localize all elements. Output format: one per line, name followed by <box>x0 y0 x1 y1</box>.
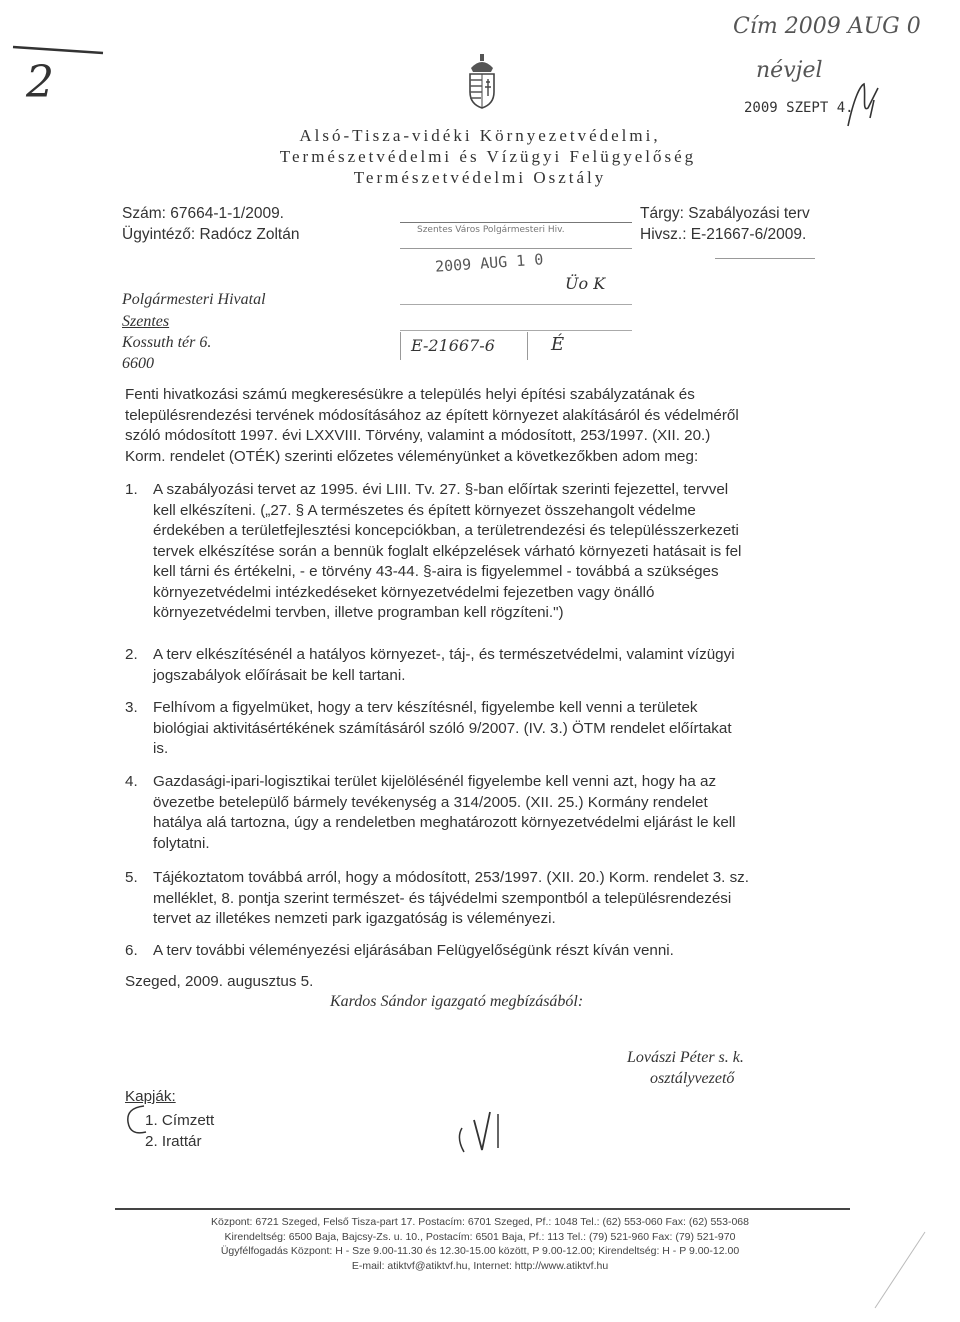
list-item-line: folytatni. <box>153 834 210 852</box>
list-item-number: 6. <box>125 942 138 959</box>
addressee-city: Szentes <box>122 313 170 330</box>
list-item-number: 3. <box>125 699 138 716</box>
reference-number: Szám: 67664-1-1/2009. <box>122 205 284 222</box>
scan-artifact <box>870 1230 930 1315</box>
list-item-line: tervet az illetékes nemzeti park igazgatóság is véleményezi. <box>153 910 556 927</box>
list-item-line: kell elkészíteni. („27. § A természetes és épített környezet összehangolt védelme <box>153 501 696 519</box>
coat-of-arms-emblem <box>465 52 499 115</box>
addressee-name: Polgármesteri Hivatal <box>122 291 266 308</box>
stamp-code: Üo K <box>565 274 606 293</box>
list-item-line: biológiai aktivitásértékének számításáról szóló 9/2007. (IV. 3.) ÖTM rendelet előírtakat <box>153 719 732 737</box>
received-date-stamp: 2009 SZEPT 4. <box>744 100 854 116</box>
list-item-line: A terv elkészítésénél a hatályos környezet-, táj-, és természetvédelmi, valamint vízügyi <box>153 646 735 663</box>
corner-mark-number: 2 <box>26 57 54 108</box>
addressee-street: Kossuth tér 6. <box>122 334 212 351</box>
list-item-line: A szabályozási tervet az 1995. évi LIII. Tv. 27. §-ban előírtak szerinti fejezettel, tervvel <box>153 481 729 498</box>
intro-line: Fenti hivatkozási számú megkeresésükre a település helyi építési szabályzatának és <box>125 386 695 403</box>
list-item-line: hatálya alá tartozna, úgy a rendeletben meghatározott környezetvédelmi eljárást le kell <box>153 814 736 831</box>
on-behalf-of: Kardos Sándor igazgató megbízásából: <box>330 993 584 1010</box>
corner-mark <box>8 35 118 108</box>
list-item-line: Tájékoztatom továbbá arról, hogy a módosított, 253/1997. (XII. 20.) Korm. rendelet 3. sz. <box>153 869 749 886</box>
list-item-number: 5. <box>125 869 138 886</box>
stamp-date: 2009 AUG 1 0 <box>434 250 544 276</box>
stamp-initials: É <box>551 334 565 355</box>
signer-title: osztályvezető <box>650 1070 735 1087</box>
case-officer: Ügyintéző: Radócz Zoltán <box>122 226 300 243</box>
list-item-line: is. <box>153 740 169 757</box>
list-item-line: környezetvédelmi tervben, illetve programban kell rögzíteni.") <box>153 604 564 621</box>
footer-line: Központ: 6721 Szeged, Felső Tisza-part 17. Postacím: 6701 Szeged, Pf.: 1048 Tel.: (62) 553-060 Fax: (62) 553-068 <box>211 1216 749 1228</box>
department-name: Természetvédelmi Osztály <box>353 168 607 187</box>
list-item-number: 2. <box>125 646 138 663</box>
footer-line: E-mail: atiktvf@atiktvf.hu, Internet: http://www.atiktvf.hu <box>351 1259 609 1272</box>
intro-paragraph <box>125 385 842 467</box>
handwritten-circle <box>122 1102 162 1147</box>
footer-line: Kirendeltség: 6500 Baja, Bajcsy-Zs. u. 10., Postacím: 6501 Baja, Pf.: 113 Tel.: (79) 521-960 Fax: (79) 521-970 <box>224 1230 736 1243</box>
agency-name-line-1: Alsó-Tisza-vidéki Környezetvédelmi, <box>299 126 661 145</box>
list-item-line: Felhívom a figyelmüket, hogy a terv készítésnél, figyelembe kell venni a területek <box>153 699 698 716</box>
list-item-line: kell tárni és értékelni, - e törvény 43-44. §-aira is figyelemmel - továbbá a szükséges <box>153 563 719 580</box>
stamp-top-text: Szentes Város Polgármesteri Hiv. <box>417 225 565 235</box>
intro-line: településrendezési tervének módosításához az épített környezet alakításáról és védelméről <box>125 406 739 424</box>
list-item-number: 4. <box>125 773 138 790</box>
copies-label: Kapják: <box>125 1088 176 1105</box>
list-item-line: A terv további véleményezési eljárásában Felügyelőségünk részt kíván venni. <box>153 942 674 959</box>
footer <box>0 1215 960 1273</box>
list-item-line: jogszabályok előírásait be kell tartani. <box>153 666 406 684</box>
subject: Tárgy: Szabályozási terv <box>640 205 810 222</box>
list-item-line: Gazdasági-ipari-logisztikai terület kijelölésénél figyelembe kell venni azt, hogy ha az <box>153 773 717 790</box>
agency-name-line-2: Természetvédelmi és Vízügyi Felügyelőség <box>279 147 697 166</box>
handwritten-note: Cím 2009 AUG 0 <box>733 14 921 39</box>
footer-divider <box>115 1208 850 1210</box>
copy-recipient: 2. Irattár <box>145 1133 202 1150</box>
handwritten-check-mark <box>452 1108 512 1163</box>
footer-line: Ügyfélfogadás Központ: H - Sze 9.00-11.30 és 12.30-15.00 között, P 9.00-12.00; Kirendeltség: H - P 9.00-12.00 <box>220 1245 740 1257</box>
list-item-number: 1. <box>125 481 138 498</box>
stamp-reg-number: E-21667-6 <box>411 336 495 355</box>
intro-line: Korm. rendelet (OTÉK) szerinti előzetes véleményünket a következőkben adom meg: <box>125 447 699 465</box>
list-item-line: tervek elkészítése során a bennük foglalt elképzelések várható környezeti hatásait is fel <box>153 542 742 560</box>
addressee-postcode: 6600 <box>122 355 154 372</box>
intro-line: szóló módosított 1997. évi LXXVIII. Törvény, valamint a módosított, 253/1997. (XII. 20.) <box>125 427 711 444</box>
handwritten-note-2: névjel <box>756 58 823 83</box>
place-and-date: Szeged, 2009. augusztus 5. <box>125 973 314 990</box>
list-item-line: melléklet, 8. pontja szerint természet- és tájvédelmi szempontból a településrendezési <box>153 889 732 907</box>
their-reference: Hivsz.: E-21667-6/2009. <box>640 226 807 243</box>
signer-name: Lovászi Péter s. k. <box>627 1049 744 1066</box>
copy-recipient: 1. Címzett <box>145 1112 215 1129</box>
list-item-line: környezetvédelmi intézkedéseket környezetvédelmi fejezetben vagy önálló <box>153 583 655 601</box>
list-item-line: érdekében a területfejlesztési koncepciókban, a területrendezési és településszerkezeti <box>153 522 739 539</box>
list-item-line: övezetbe betelepülő bármely tevékenység a 314/2005. (XII. 25.) Kormány rendelet <box>153 793 708 811</box>
registry-stamp <box>395 208 640 368</box>
